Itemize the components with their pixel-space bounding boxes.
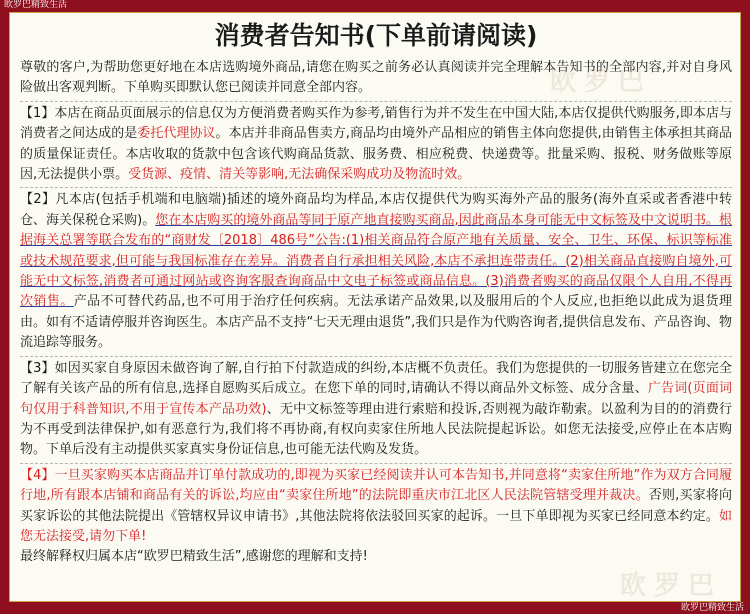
divider (20, 463, 732, 464)
intro-paragraph: 尊敬的客户,为帮助您更好地在本店选购境外商品,请您在购买之前务必认真阅读并完全理解本告知书的全部内容,并对自身风险做出客观判断。下单购买即默认您已阅读并同意全部内容。 (20, 60, 732, 96)
section-3-text-2: 、无中文标签等理由进行索赔和投诉,否则视为敲诈勒索。以盈利为目的的消费行为不再受到法律保护,如有恶意行为,我们将不再协商,有权向卖家住所地人民法院提起诉讼。如您无法接受,应停止在本店购物。下单后没有主动提供买家真实身份证信息,也可能无法代购及发货。 (20, 401, 732, 458)
section-2-warning: 您在本店购买的境外商品等同于原产地直接购买商品,因此商品本身可能无中文标签及中文说明书。根据海关总署等联合发布的“商财发〔2018〕486号”公告:(1)相关商品符合原产地有关质量、安全、卫生、环保、标识等标准或技术规范要求,但可能与我国标准存在差异。消费者自行承担相关风险,本店不承担连带责任。(2)相关商品直接购自境外,可能无中文标签,消费者可通过网站或咨询客服查询商品中文电子标签或商品信息。(3)消费者购买的商品仅限个人自用,不得再次销售。 (20, 212, 732, 310)
section-1-highlight: 委托代理协议 (137, 126, 216, 142)
divider (20, 101, 732, 102)
section-2 (20, 190, 732, 353)
section-1 (20, 104, 732, 186)
section-1-warning: 受货源、疫情、清关等影响,无法确保采购成功及物流时效。 (128, 167, 471, 183)
watermark-logo: 欧罗巴 (550, 67, 653, 97)
corner-brand-label-bottom: 欧罗巴精致生活 (680, 603, 744, 613)
section-3-text: 【3】如因买家自身原因未做咨询了解,自行拍下付款造成的纠纷,本店概不负责任。我们为您提供的一切服务皆建立在您完全了解有关该产品的所有信息,选择自愿购买后成立。在您下单的同时,请确认不得以商品外文标签、成分含量、 (20, 360, 732, 397)
notice-panel (9, 12, 741, 602)
section-3-highlight: 广告词(页面词句仅用于科普知识,不用于宣传本产品功效) (20, 381, 733, 417)
section-1-text: 【1】本店在商品页面展示的信息仅为方便消费者购买作为参考,销售行为并不发生在中国大陆,本店仅提供代购服务,即本店与消费者之间达成的是 (20, 105, 732, 142)
section-4-final-warning: 如您无法接受,请勿下单! (20, 508, 732, 544)
section-1-text-2: 。本店并非商品售卖方,商品均由境外产品相应的销售主体向您提供,由销售主体承担其商品的质量保证责任。本店收取的货款中包含该代购商品货款、服务费、相应税费、快递费等。批量采购、报税、财务做账等原因,无法提供小票。 (20, 126, 732, 183)
section-4 (20, 466, 732, 548)
corner-brand-label: 欧罗巴精致生活 (4, 0, 68, 10)
closing-statement: 最终解释权归属本店“欧罗巴精致生活”,感谢您的理解和支持! (20, 549, 368, 565)
section-3 (20, 359, 732, 461)
divider (20, 187, 732, 188)
divider (20, 356, 732, 357)
section-2-text-2: 产品不可替代药品,也不可用于治疗任何疾病。无法承诺产品效果,以及服用后的个人反应,也拒绝以此成为退货理由。如有不适请停服并咨询医生。本店产品不支持“七天无理由退货”,我们只是作为代购咨询者,提供信息发布、产品咨询、物流追踪等服务。 (20, 294, 732, 351)
section-4-warning: 【4】一旦买家购买本店商品并订单付款成功的,即视为买家已经阅读并认可本告知书,并同意将“卖家住所地”作为双方合同履行地,所有跟本店铺和商品有关的诉讼,均应由“卖家住所地”的法院即重庆市江北区人民法院管辖受理并裁决。 (20, 467, 732, 504)
watermark-logo-bottom: 欧罗巴 (620, 571, 723, 601)
section-2-text: 【2】凡本店(包括手机端和电脑端)插述的境外商品均为样品,本店仅提供代为购买海外产品的服务(海外直采或者香港中转仓、海关保税仓采购)。 (20, 192, 732, 228)
section-4-text: 否则,买家将向买家诉讼的其他法院提出《管辖权异议申请书》,其他法院将依法驳回买家的起诉。一旦下单即视为买家已经同意本约定。 (20, 488, 732, 524)
page-title: 消费者告知书(下单前请阅读) (214, 21, 538, 50)
